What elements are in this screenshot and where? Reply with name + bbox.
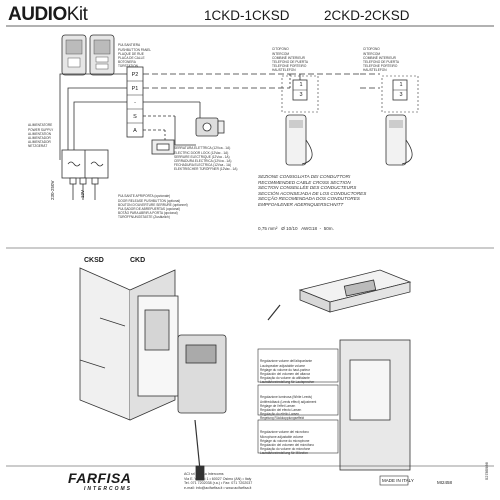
farfisa-logo: FARFISA xyxy=(68,470,132,486)
side-code: 52785986 xyxy=(484,462,489,480)
lock-label: SERRATURA ELETTRICA (12Vca - 1A) ELECTRIC DOOR LOCK (12Vac - 1A) SERRURE ELECTRIQUE (12Vca - 1A) CERRADURA ELECTRICA (12Vca - 1A) FECHADURA ELECTRICA (12Vca - 1A) ELEKTRISCHER TÜRÖFFNER (12Vac - 1A) xyxy=(174,146,238,172)
phone-terminals-2: 1 3 xyxy=(399,82,403,98)
handset-mount-drawing xyxy=(268,270,410,320)
handset-icon xyxy=(286,115,312,165)
terminal-p1: P1 xyxy=(131,86,139,92)
button-label: PULSANTE APRIPORTA (opzionale) DOOR RELEASE PUSHBUTTON (optional) BOUTON D'OUVERTURE SERRURE (optionnel) PULSADOR DE ABREPUERTAS (opcional) BOTÃO PARA ABRIR A PORTA (opcional) TÜRÖFFNUNGSTASTE (Zusätzlich) xyxy=(118,194,188,220)
panel-label: PULSANTIERA PUSHBUTTON PANEL PLAQUE DE RUE PLACA DE CALLE BOTONERA TÜRSTATION xyxy=(118,43,152,69)
terminal-p2: P2 xyxy=(131,72,139,78)
install-label-ckd: CKD xyxy=(130,257,146,264)
model-left: 1CKD-1CKSD xyxy=(204,8,290,23)
terminal-a: A xyxy=(133,128,137,134)
adjust-mic-text: Regolazione volume del microfono Microphone adjustable volume Réglage du volume du microphone Regulación del volumen del micrófono Regulação do volume do microfone Lautstärkeeinstellung für Mikrofon xyxy=(260,430,315,456)
phone-label-2: CITOFONO INTERCOM COMBINÉ INTERIEUR TELEFONO DE PUERTA TELEFONE PORTEIRO HAUSTELEFON xyxy=(363,47,400,73)
terminal-s: S xyxy=(133,114,137,120)
farfisa-logo-sub: INTERCOMS xyxy=(84,486,132,492)
brand-bold: AUDIO xyxy=(8,4,67,25)
handset-icon xyxy=(386,115,412,165)
door-release-button-icon xyxy=(152,130,174,154)
cable-section-title: SEZIONE CONSIGLIATA DEI CONDUTTORI RECOMMENDED CABLE CROSS SECTION SECTION CONSEILLÉE DES CONDUCTEURS SECCIÓN ACONSEJADA DE LOS CONDUCTORES SECÇÃO RECOMENDADA DOS CONDUTORES EMPFOHLENER ADERNQUERSCHNITT xyxy=(258,174,367,207)
made-in-italy: MADE IN ITALY xyxy=(382,478,414,483)
supply-voltage-in: 230-250V xyxy=(50,180,55,200)
phone-terminals-1: 1 3 xyxy=(299,82,303,98)
pushbutton-panel-icon xyxy=(62,35,114,75)
doc-code: MI2458 xyxy=(437,480,453,485)
wall-box-drawing xyxy=(80,268,226,480)
install-label-cksd: CKSD xyxy=(84,257,104,264)
handset-open-drawing xyxy=(340,340,410,470)
terminal-labels xyxy=(129,68,141,138)
footer-address: ACI srl Farfisa Intercoms Via E. Vanoni 1 • 60027 Osimo (AN) • Italy Tel. 071 7202038 (r.a.) • Fax: 071 7202037 e-mail: info@acifarfisa.it • www.acifarfisa.it xyxy=(184,472,253,490)
model-right: 2CKD-2CKSD xyxy=(324,8,410,23)
adjust-speaker-text: Regolazione volume dell'altoparlante Loudspeaker adjustable volume Réglage du volume du haut-parleur Regulación del volumen del altavoz Regulação do volume do altifalante Lautstärkeeinstellung für Lautsprecher xyxy=(260,359,315,385)
power-supply-icon xyxy=(62,150,108,200)
adjust-led-text: Regolazione luminosa (White Leeds) Antifreddback (Leeds effect) adjustment Réglage de l'effet Larsen Regulación del efecto Larsen Regulação do efeito Larsen Regelung Rückkopplungseffekt xyxy=(260,395,317,421)
supply-label: ALIMENTATORE POWER SUPPLY ALIMENTATION ALIMENTADOR ALIMENTADOR NETZGERÄT xyxy=(28,123,54,149)
brand-light: Kit xyxy=(66,4,88,25)
door-lock-icon xyxy=(196,118,224,136)
supply-voltage-out: 12V xyxy=(80,189,85,198)
cable-spec: 0,75 mm² Ø 10/10 AWG18 - 50m. xyxy=(258,226,334,231)
phone-label-1: CITOFONO INTERCOM COMBINÉ INTERIEUR TELEFONO DE PUERTA TELEFONE PORTEIRO HAUSTELEFON xyxy=(272,47,309,73)
terminal-minus: - xyxy=(134,100,136,106)
